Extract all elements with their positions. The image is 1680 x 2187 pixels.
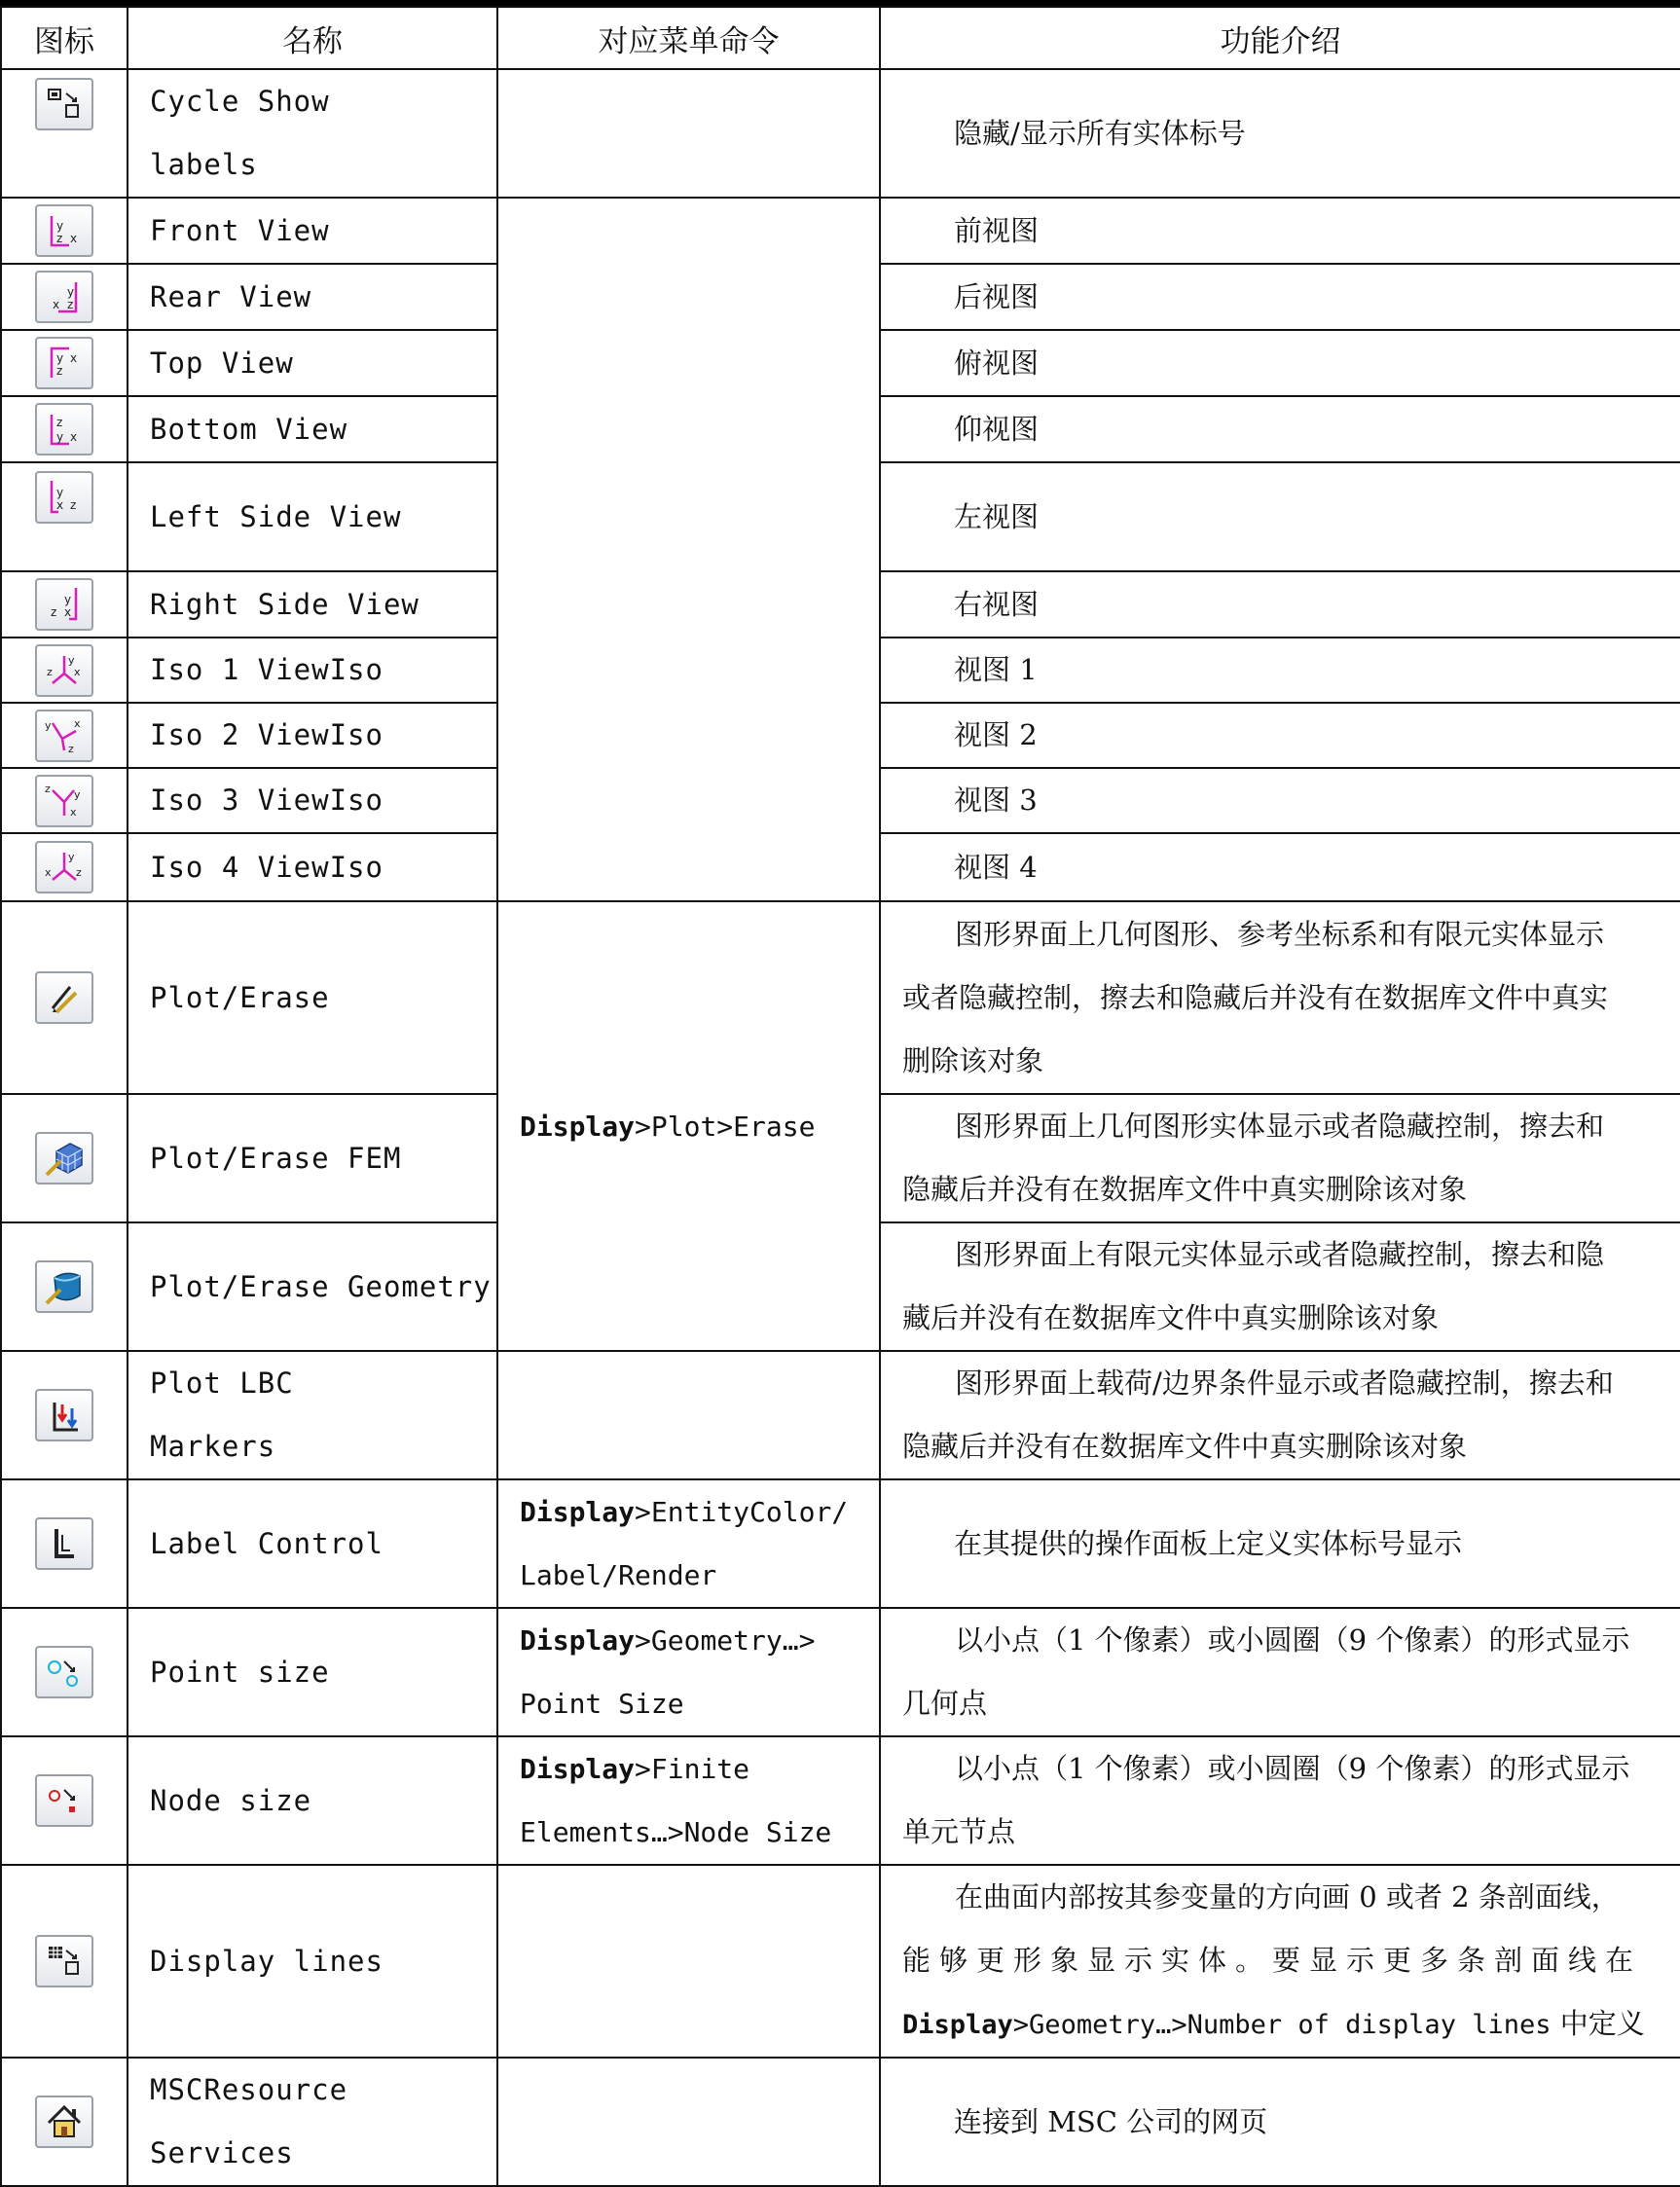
- row-function: 前视图: [880, 198, 1680, 264]
- svg-text:y: y: [45, 718, 52, 732]
- row-name-line2: labels: [150, 148, 258, 181]
- table-row: [1, 1479, 1680, 1608]
- menu-path-line2: Label/Render: [520, 1559, 717, 1591]
- svg-text:x: x: [70, 351, 78, 365]
- menu-path-line2: Elements…>Node Size: [520, 1816, 832, 1848]
- svg-text:y: y: [56, 430, 64, 444]
- table-row: [1, 69, 1680, 198]
- row-name: Display lines: [128, 1865, 497, 2058]
- menu-path: >EntityColor/: [635, 1496, 849, 1528]
- svg-text:x: x: [64, 605, 72, 619]
- iso4-view-icon[interactable]: [35, 841, 93, 893]
- row-function: 图形界面上几何图形实体显示或者隐藏控制，擦去和: [955, 1110, 1605, 1143]
- table-row: [1, 198, 1680, 264]
- row-function: 视图 2: [880, 703, 1680, 768]
- node-size-icon[interactable]: [35, 1774, 93, 1827]
- svg-text:x: x: [56, 498, 64, 512]
- header-name: 名称: [128, 7, 497, 69]
- header-menu: 对应菜单命令: [497, 7, 880, 69]
- row-function: 左视图: [880, 462, 1680, 571]
- display-lines-icon[interactable]: [35, 1935, 93, 1987]
- row-function-line2: 隐藏后并没有在数据库文件中真实删除该对象: [902, 1173, 1468, 1206]
- plot-erase-menu: [497, 901, 880, 1351]
- row-name: Plot/Erase Geometry: [128, 1222, 497, 1351]
- svg-text:z: z: [67, 298, 74, 311]
- menu-keyword: Display: [902, 2010, 1013, 2040]
- row-function-line2: 能够更形象显示实体。要显示更多条剖面线在: [902, 1944, 1643, 1977]
- bottom-view-icon[interactable]: [35, 403, 93, 456]
- row-function: 视图 4: [880, 833, 1680, 901]
- row-function: 图形界面上有限元实体显示或者隐藏控制，擦去和隐: [955, 1238, 1605, 1271]
- row-function-line2: 或者隐藏控制，擦去和隐藏后并没有在数据库文件中真实: [902, 980, 1609, 1014]
- rear-view-icon[interactable]: [35, 271, 93, 323]
- row-function-line3-end: 中定义: [1551, 2007, 1645, 2040]
- row-name: Cycle Show: [150, 85, 330, 118]
- svg-text:z: z: [76, 866, 82, 879]
- svg-text:y: y: [56, 486, 64, 499]
- row-function: 仰视图: [880, 396, 1680, 462]
- row-name: Rear View: [128, 264, 497, 330]
- menu-keyword: Display: [520, 1496, 636, 1528]
- menu-path: >Geometry…>: [635, 1624, 816, 1657]
- row-name: Top View: [128, 330, 497, 396]
- plot-erase-geometry-icon[interactable]: [35, 1260, 93, 1313]
- svg-text:z: z: [68, 742, 74, 755]
- row-name: MSCResource Services: [128, 2058, 497, 2186]
- menu-path: >Geometry…>Number of display lines: [1012, 2010, 1552, 2040]
- row-name: Right Side View: [128, 571, 497, 638]
- svg-text:y: y: [56, 219, 64, 233]
- row-name: Point size: [128, 1608, 497, 1736]
- row-name: Iso 4 ViewIso: [128, 833, 497, 901]
- menu-path: >Finite: [635, 1753, 750, 1785]
- row-function: 以小点（1 个像素）或小圆圈（9 个像素）的形式显示: [955, 1623, 1630, 1657]
- plot-erase-icon[interactable]: [35, 971, 93, 1024]
- row-name: Iso 1 ViewIso: [128, 638, 497, 703]
- front-view-icon[interactable]: [35, 204, 93, 257]
- row-name: Plot LBC: [150, 1367, 294, 1400]
- row-function: 在曲面内部按其参变量的方向画 0 或者 2 条剖面线，: [955, 1880, 1620, 1914]
- row-function-line2: 藏后并没有在数据库文件中真实删除该对象: [902, 1301, 1440, 1334]
- svg-text:x: x: [70, 232, 78, 245]
- row-function: 视图 1: [880, 638, 1680, 703]
- header-row: [1, 7, 1680, 69]
- header-function: 功能介绍: [880, 7, 1680, 69]
- iso1-view-icon[interactable]: [35, 644, 93, 697]
- cycle-labels-icon[interactable]: [35, 78, 93, 130]
- svg-text:y: y: [67, 285, 75, 299]
- menu-path-line2: Point Size: [520, 1688, 684, 1720]
- row-function: 俯视图: [880, 330, 1680, 396]
- table-row: [1, 1351, 1680, 1479]
- point-size-icon[interactable]: [35, 1646, 93, 1698]
- svg-text:z: z: [47, 665, 53, 678]
- header-icon: 图标: [1, 7, 128, 69]
- svg-text:y: y: [68, 653, 75, 667]
- row-function: 连接到 MSC 公司的网页: [880, 2058, 1680, 2186]
- row-name: Bottom View: [128, 396, 497, 462]
- row-function: 后视图: [880, 264, 1680, 330]
- table-row: [1, 1865, 1680, 2058]
- iso3-view-icon[interactable]: [35, 775, 93, 827]
- row-function-line3: 删除该对象: [902, 1043, 1044, 1077]
- row-name: Iso 2 ViewIso: [128, 703, 497, 768]
- right-side-view-icon[interactable]: [35, 578, 93, 631]
- row-function-line2: 几何点: [902, 1687, 988, 1720]
- row-function: 右视图: [880, 571, 1680, 638]
- row-function: 图形界面上载荷/边界条件显示或者隐藏控制，擦去和: [955, 1367, 1614, 1400]
- menu-keyword: Display: [520, 1753, 636, 1785]
- row-name: Left Side View: [128, 462, 497, 571]
- plot-erase-fem-icon[interactable]: [35, 1132, 93, 1185]
- svg-text:y: y: [74, 787, 81, 801]
- svg-text:z: z: [45, 782, 51, 795]
- table-row: [1, 2058, 1680, 2186]
- svg-text:y: y: [64, 593, 72, 606]
- row-function: 图形界面上几何图形、参考坐标系和有限元实体显示: [955, 917, 1605, 951]
- table-row: [1, 1608, 1680, 1736]
- row-function: 以小点（1 个像素）或小圆圈（9 个像素）的形式显示: [955, 1752, 1630, 1785]
- menu-keyword: Display: [520, 1624, 636, 1657]
- svg-text:z: z: [56, 364, 63, 378]
- svg-text:z: z: [56, 232, 63, 245]
- svg-text:x: x: [70, 430, 78, 444]
- home-icon[interactable]: [35, 2096, 93, 2148]
- toolbar-reference-table: [0, 6, 1680, 2187]
- row-name: Iso 3 ViewIso: [128, 768, 497, 833]
- svg-text:z: z: [70, 498, 77, 512]
- svg-text:y: y: [56, 351, 64, 365]
- row-function-line2: 隐藏后并没有在数据库文件中真实删除该对象: [902, 1430, 1468, 1463]
- svg-text:x: x: [70, 805, 77, 819]
- svg-text:z: z: [51, 605, 57, 619]
- plot-lbc-markers-icon[interactable]: [35, 1389, 93, 1441]
- svg-text:x: x: [74, 716, 81, 730]
- row-name: Plot/Erase FEM: [128, 1094, 497, 1222]
- row-name: Node size: [128, 1736, 497, 1865]
- view-menu-cell: [497, 198, 880, 901]
- table-row: [1, 901, 1680, 1094]
- row-function: 在其提供的操作面板上定义实体标号显示: [880, 1479, 1680, 1608]
- row-function: 视图 3: [880, 768, 1680, 833]
- left-side-view-icon[interactable]: [35, 471, 93, 524]
- row-name: Plot/Erase: [128, 901, 497, 1094]
- menu-keyword: Display: [520, 1110, 636, 1143]
- label-control-icon[interactable]: [35, 1517, 93, 1570]
- svg-text:y: y: [68, 851, 75, 863]
- row-function: 隐藏/显示所有实体标号: [880, 69, 1680, 198]
- table-row: [1, 1736, 1680, 1865]
- row-name-line2: Markers: [150, 1430, 276, 1463]
- top-view-icon[interactable]: [35, 337, 93, 389]
- row-name: Label Control: [128, 1479, 497, 1608]
- svg-text:x: x: [53, 298, 60, 311]
- iso2-view-icon[interactable]: [35, 710, 93, 762]
- svg-text:x: x: [45, 866, 52, 879]
- svg-text:x: x: [74, 665, 81, 678]
- row-function-line2: 单元节点: [902, 1815, 1016, 1848]
- svg-text:z: z: [56, 416, 63, 429]
- menu-path: >Plot>Erase: [635, 1110, 816, 1143]
- row-name: Front View: [128, 198, 497, 264]
